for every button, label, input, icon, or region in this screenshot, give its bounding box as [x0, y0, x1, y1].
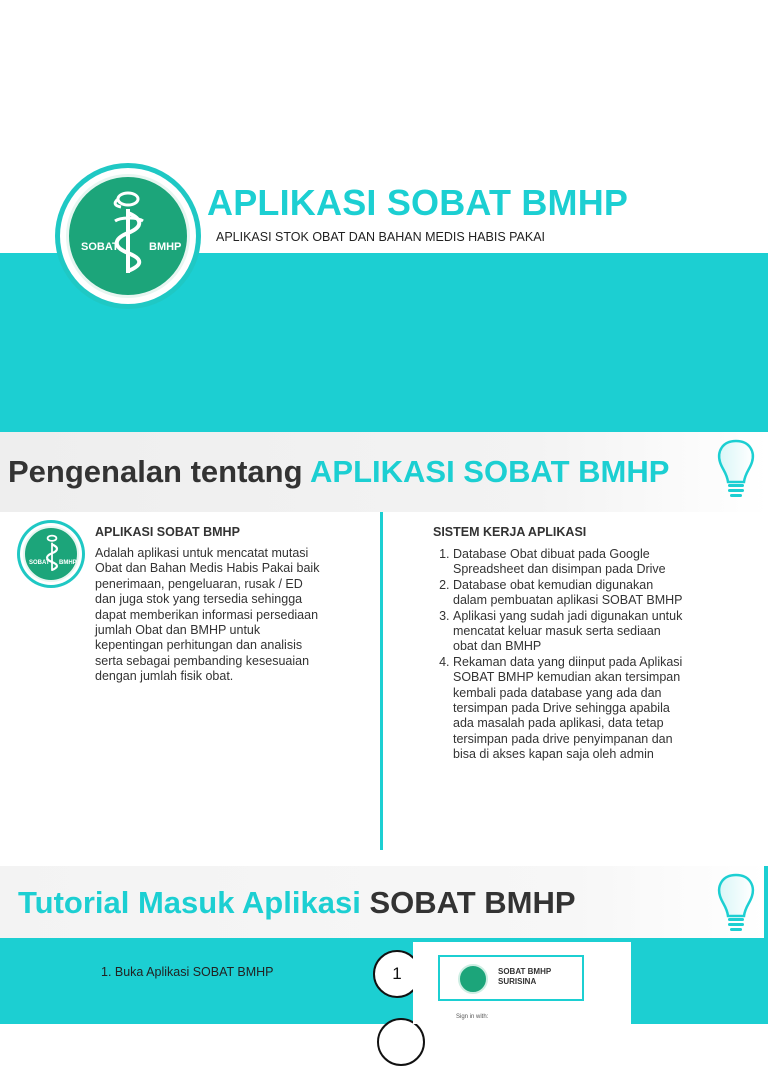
list-item: 4. Rekaman data yang diinput pada Aplikasi SOBAT BMHP kemudian akan tersimpan kembali pada database yang ada dan tersimpan pada Drive sehingga apabila ada masalah pada aplikasi, data tetap tersimpan pada drive penyimpanan dan bisa di akses kapan saja oleh admin [453, 655, 688, 763]
caduceus-icon [458, 964, 488, 994]
column-divider [380, 512, 383, 850]
tutorial-heading [18, 885, 576, 921]
step-number-badge: 1 [373, 950, 421, 998]
tutorial-slide [0, 866, 768, 1024]
app-title: APLIKASI SOBAT BMHP [207, 182, 629, 223]
app-login-card [438, 955, 584, 1001]
about-text: Adalah aplikasi untuk mencatat mutasi Obat dan Bahan Medis Habis Pakai baik penerimaan, pengeluaran, rusak / ED dan juga stok yang tersedia sehingga dapat memberikan informasi persediaan jumlah Obat dan BMHP untuk kepentingan perhitungan dan analisis serta sebagai pembanding kesesuaian dengan jumlah fisik obat. [95, 546, 320, 684]
tutorial-heading-dark: SOBAT BMHP [369, 885, 576, 920]
logo-label-right: BMHP [59, 560, 77, 566]
intro-heading-prefix: Pengenalan tentang [8, 454, 303, 489]
card-title: SOBAT BMHP [498, 967, 552, 976]
sobat-bmhp-logo-small [17, 520, 85, 588]
intro-slide [0, 432, 768, 866]
system-steps-list [433, 547, 688, 763]
tutorial-heading-accent: Tutorial Masuk Aplikasi [18, 885, 361, 920]
tutorial-step-1: 1. Buka Aplikasi SOBAT BMHP [101, 965, 274, 979]
sign-in-label: Sign in with: [456, 1014, 489, 1020]
logo-label-left: SOBAT [81, 241, 119, 253]
about-title: APLIKASI SOBAT BMHP [95, 525, 240, 539]
app-screenshot [413, 942, 631, 1024]
list-item: 1. Database Obat dibuat pada Google Spreadsheet dan disimpan pada Drive [453, 547, 688, 578]
caduceus-icon [41, 534, 63, 576]
list-item: 2. Database obat kemudian digunakan dalam pembuatan aplikasi SOBAT BMHP [453, 578, 688, 609]
step-number-badge [377, 1018, 425, 1066]
logo-label-right: BMHP [149, 241, 182, 253]
sobat-bmhp-logo [55, 163, 201, 309]
lightbulb-icon [714, 438, 758, 502]
card-subtitle: SURISINA [498, 977, 537, 986]
list-item: 3. Aplikasi yang sudah jadi digunakan untuk mencatat keluar masuk serta sediaan obat dan BMHP [453, 609, 688, 655]
lightbulb-icon [714, 872, 758, 936]
intro-heading-accent: APLIKASI SOBAT BMHP [310, 454, 670, 489]
title-slide [0, 0, 768, 432]
system-title: SISTEM KERJA APLIKASI [433, 525, 587, 539]
logo-label-left: SOBAT [29, 560, 50, 566]
app-subtitle: APLIKASI STOK OBAT DAN BAHAN MEDIS HABIS PAKAI [216, 230, 546, 244]
intro-heading [8, 454, 669, 490]
caduceus-icon [103, 191, 153, 283]
